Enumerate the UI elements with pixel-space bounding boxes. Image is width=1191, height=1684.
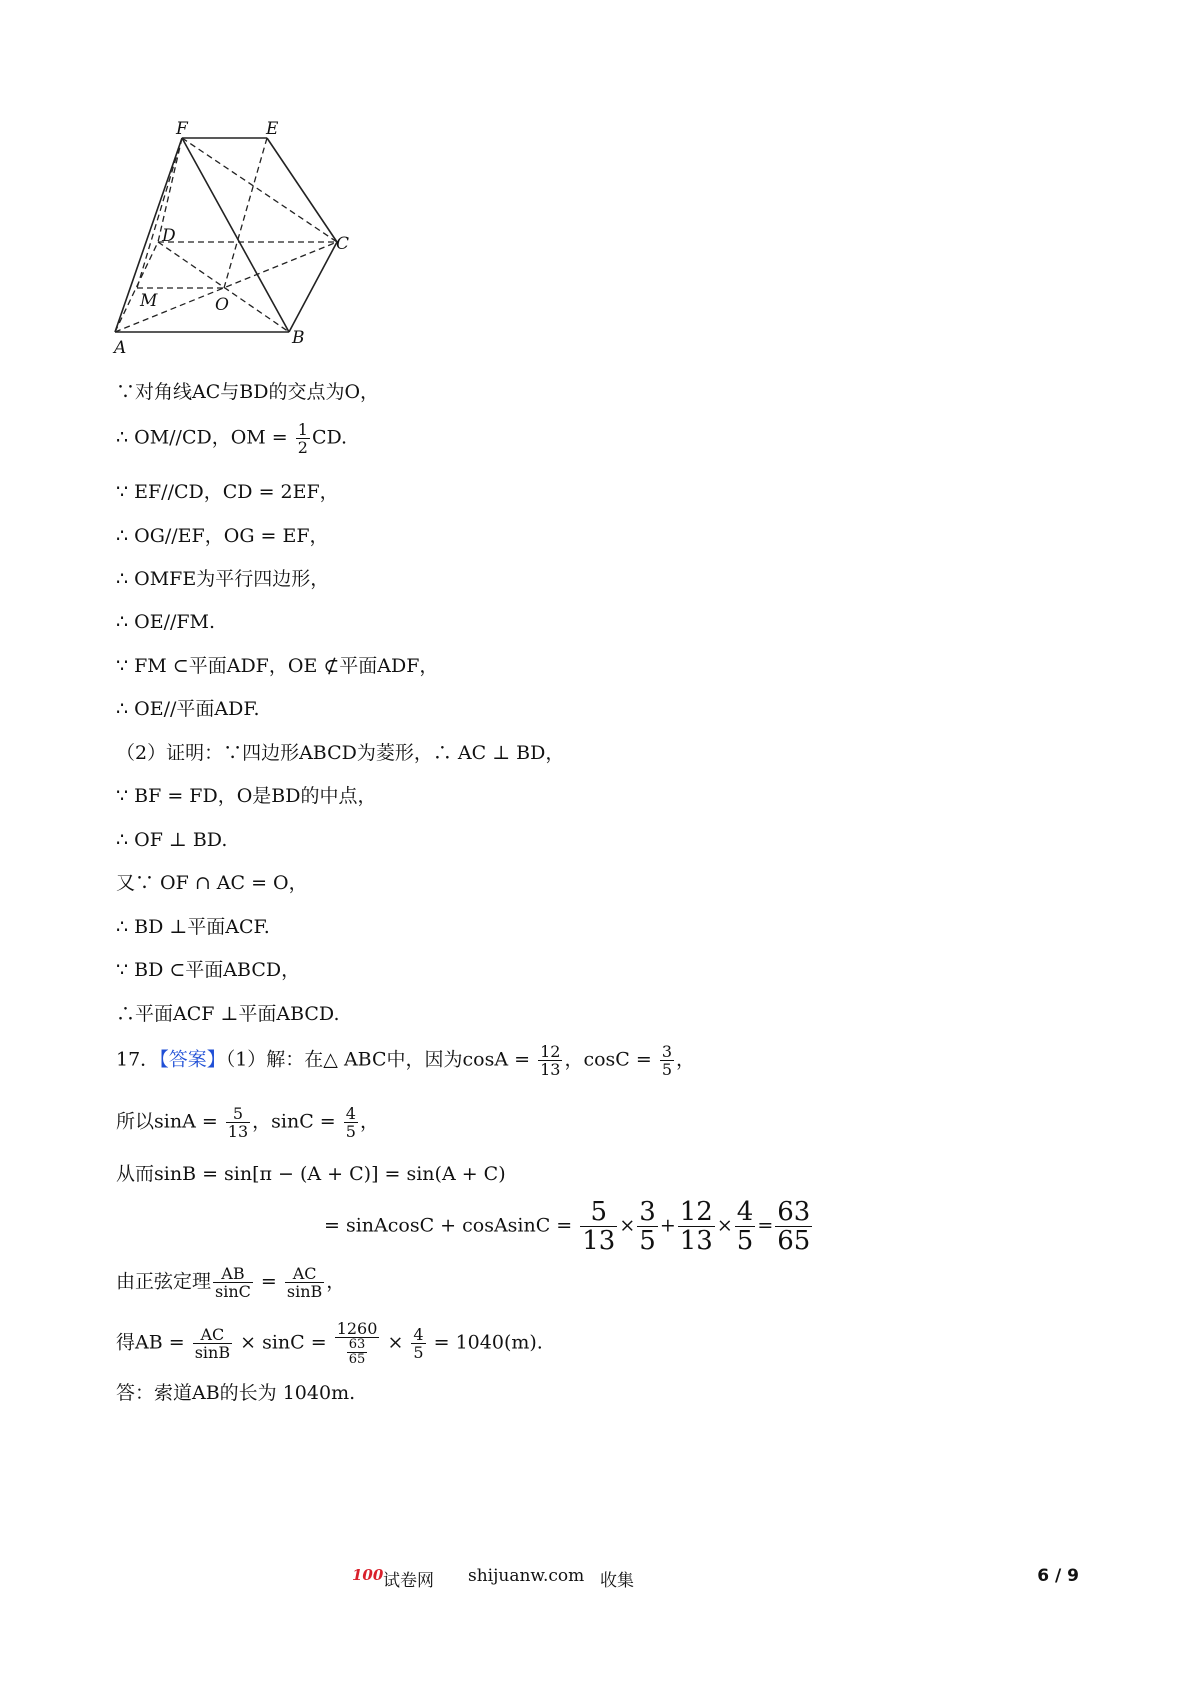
- fraction-sinA: $\frac{5}{13}$: [227, 1104, 249, 1141]
- proof-line-7: ∵ FM ⊂平面ADF，OE ⊄平面ADF，: [116, 655, 439, 677]
- page-number: 6 / 9: [1037, 1566, 1079, 1586]
- fraction-cosA: $\frac{12}{13}$: [540, 1042, 561, 1079]
- proof-line-11: ∴ OF ⊥ BD.: [116, 829, 228, 851]
- proof-line-15: ∴平面ACF ⊥平面ABCD.: [116, 1003, 340, 1025]
- proof-line-13: ∴ BD ⊥平面ACF.: [116, 916, 270, 938]
- label-C: C: [336, 234, 350, 254]
- label-F: F: [176, 120, 188, 139]
- footer: [0, 1566, 1191, 1596]
- label-A: A: [114, 338, 127, 358]
- edge-DB: [158, 242, 289, 332]
- label-B: B: [292, 328, 305, 348]
- fraction-AB-sinC: $\frac{AB}{\sin C}$: [215, 1264, 251, 1301]
- q17-line-4: = sinAcosC + cosAsinC = $\frac{5}{13}$ × $\frac{3}{5}$ + $\frac{12}{13}$ × $\frac{4}{5}$ = $\frac{63}{65}$: [324, 1197, 811, 1256]
- fraction-5-13: $\frac{5}{13}$: [582, 1197, 616, 1256]
- proof-line-10: ∵ BF = FD，O是BD的中点，: [116, 785, 377, 807]
- proof-line-2: ∴ OM//CD，OM = $\frac{1}{2}$ CD.: [116, 420, 348, 457]
- proof-line-14: ∵ BD ⊂平面ABCD，: [116, 959, 301, 981]
- fraction-cosC: $\frac{3}{5}$: [661, 1042, 672, 1079]
- site-name: 试卷网: [383, 1571, 434, 1591]
- answer-tag: 【答案】: [159, 1048, 226, 1071]
- proof-line-12: 又∵ OF ∩ AC = O，: [116, 872, 308, 894]
- label-E: E: [266, 120, 279, 139]
- edge-FM: [137, 138, 182, 288]
- q17-line-5: 由正弦定理 $\frac{AB}{\sin C}$ = $\frac{AC}{\sin B}$ ，: [116, 1264, 346, 1301]
- proof-line-1: ∵对角线AC与BD的交点为O，: [116, 381, 380, 403]
- q17-line-3: 从而sinB = sin[π − (A + C)] = sin(A + C): [116, 1163, 506, 1185]
- fraction-sinC: $\frac{4}{5}$: [345, 1104, 356, 1141]
- label-M: M: [140, 291, 158, 311]
- fraction-3-5: $\frac{3}{5}$: [639, 1197, 656, 1256]
- edge-FC: [182, 138, 337, 242]
- edge-FB: [182, 138, 289, 332]
- fraction-AC-sinB: $\frac{AC}{\sin B}$: [286, 1264, 323, 1301]
- fraction-12-13: $\frac{12}{13}$: [679, 1197, 713, 1256]
- q17-line-7: 答：索道AB的长为 1040m.: [116, 1382, 356, 1404]
- fraction-4-5: $\frac{4}{5}$: [736, 1197, 754, 1256]
- fraction-AC-sinB-2: $\frac{AC}{\sin B}$: [194, 1325, 231, 1362]
- fraction-1260-over-63-65: $\frac{1260}{\frac{63}{65}}$: [336, 1319, 378, 1367]
- question-number: 17．: [116, 1048, 160, 1071]
- edge-AD: [115, 242, 158, 332]
- fraction-63-65: $\frac{63}{65}$: [777, 1197, 811, 1256]
- q17-line-6: 得AB = $\frac{AC}{\sin B}$ × sinC = $\frac{1260}{\frac{63}{65}}$ × $\frac{4}{5}$ = 1040(m).: [116, 1319, 543, 1367]
- proof-line-9: （2）证明：∵四边形ABCD为菱形，∴ AC ⊥ BD，: [116, 742, 565, 764]
- edge-BC: [289, 242, 337, 332]
- label-O: O: [215, 295, 229, 315]
- edge-AC: [115, 242, 337, 332]
- proof-line-5: ∴ OMFE为平行四边形，: [116, 568, 330, 590]
- proof-line-8: ∴ OE//平面ADF.: [116, 698, 260, 720]
- fraction-4-5-b: $\frac{4}{5}$: [413, 1325, 424, 1362]
- fraction-half: $\frac{1}{2}$: [297, 420, 308, 457]
- proof-line-6: ∴ OE//FM.: [116, 611, 216, 633]
- q17-line-1: 17．【答案】（1）解：在△ ABC中，因为cosA = $\frac{12}{13}$ ，cosC = $\frac{3}{5}$ ，: [116, 1042, 696, 1079]
- site-url[interactable]: shijuanw.com: [468, 1566, 585, 1586]
- label-D: D: [162, 226, 176, 246]
- collect-label: 收集: [600, 1571, 634, 1591]
- edge-EC: [267, 138, 337, 242]
- geometry-figure: [112, 120, 392, 382]
- q17-line-2: 所以sinA = $\frac{5}{13}$ ，sinC = $\frac{4}{5}$ ，: [116, 1104, 379, 1141]
- logo-100: 100: [352, 1566, 384, 1584]
- edge-OE: [224, 138, 267, 288]
- proof-line-3: ∵ EF//CD，CD = 2EF，: [116, 481, 339, 503]
- proof-line-4: ∴ OG//EF，OG = EF，: [116, 525, 329, 547]
